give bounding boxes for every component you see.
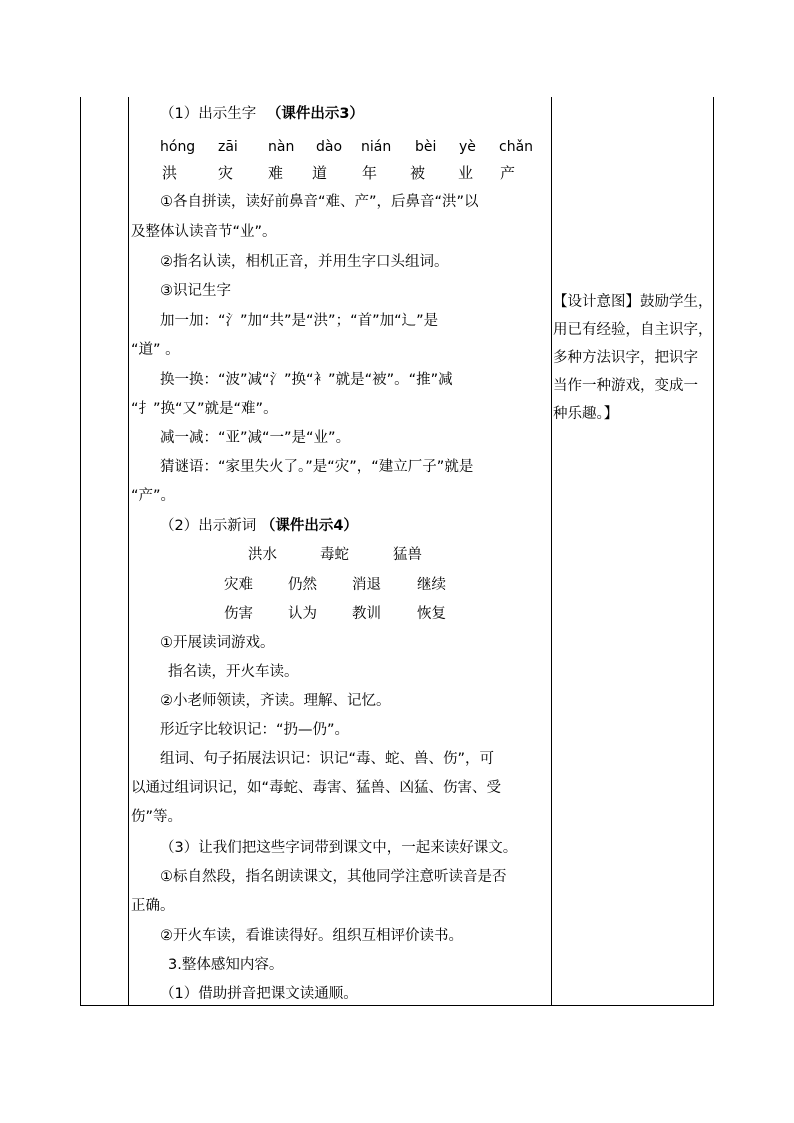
word-item: 毒蛇 bbox=[320, 547, 349, 563]
paragraph-text: ①开展读词游戏。 bbox=[160, 635, 275, 651]
step2-courseware: （课件出示4） bbox=[260, 518, 358, 534]
pinyin-item: hóng bbox=[160, 139, 196, 155]
character-item: 被 bbox=[410, 164, 426, 182]
step1-title: （1）出示生字 bbox=[160, 106, 257, 122]
word-item: 消退 bbox=[352, 577, 381, 593]
pinyin-item: bèi bbox=[415, 139, 437, 155]
pinyin-item: zāi bbox=[218, 139, 238, 155]
paragraph-text: ②指名认读，相机正音，并用生字口头组词。 bbox=[160, 254, 449, 270]
design-intent-line: 种乐趣。】 bbox=[553, 406, 619, 422]
paragraph-text: ①各自拼读，读好前鼻音“难、产”，后鼻音“洪”以 bbox=[160, 194, 479, 210]
paragraph-text: “扌”换“又”就是“难”。 bbox=[131, 401, 278, 417]
character-item: 产 bbox=[500, 164, 516, 182]
table-left-border bbox=[80, 97, 81, 1006]
word-item: 洪水 bbox=[248, 547, 277, 563]
pinyin-item: nián bbox=[361, 139, 392, 155]
paragraph-text: 伤”等。 bbox=[131, 809, 183, 825]
word-item: 伤害 bbox=[224, 606, 253, 622]
character-item: 洪 bbox=[162, 164, 178, 182]
paragraph-text: 及整体认读音节“业”。 bbox=[131, 224, 277, 240]
paragraph-text: ①标自然段，指名朗读课文，其他同学注意听读音是否 bbox=[160, 869, 507, 885]
word-item: 教训 bbox=[352, 606, 381, 622]
paragraph-text: 正确。 bbox=[131, 898, 175, 914]
character-item: 年 bbox=[362, 164, 378, 182]
character-item: 业 bbox=[458, 164, 474, 182]
design-intent-line: 多种方法识字，把识字 bbox=[553, 350, 698, 366]
table-bottom-border bbox=[80, 1005, 714, 1006]
step1-courseware: （课件出示3） bbox=[266, 106, 364, 122]
pinyin-item: dào bbox=[316, 139, 343, 155]
word-item: 认为 bbox=[288, 606, 317, 622]
pinyin-item: chǎn bbox=[499, 139, 534, 155]
paragraph-text: “道” 。 bbox=[131, 342, 180, 358]
step1-heading bbox=[160, 104, 364, 124]
paragraph-text: 形近字比较识记：“扔—仍”。 bbox=[160, 722, 350, 738]
pinyin-item: yè bbox=[459, 139, 476, 155]
design-intent-line: 【设计意图】鼓励学生， bbox=[553, 294, 713, 310]
word-item: 猛兽 bbox=[393, 547, 422, 563]
paragraph-text: 以通过组词识记，如“毒蛇、毒害、猛兽、凶猛、伤害、受 bbox=[131, 780, 502, 796]
character-item: 难 bbox=[268, 164, 284, 182]
table-right-border bbox=[713, 97, 714, 1006]
word-item: 仍然 bbox=[288, 577, 317, 593]
table-col2-border bbox=[551, 97, 552, 1006]
character-item: 道 bbox=[312, 164, 328, 182]
design-intent-line: 用已有经验，自主识字， bbox=[553, 322, 713, 338]
paragraph-text: ③识记生字 bbox=[160, 283, 231, 299]
paragraph-text: 猜谜语：“家里失火了。”是“灾”，“建立厂子”就是 bbox=[160, 459, 474, 475]
design-intent-note bbox=[553, 288, 713, 428]
step2-title: （2）出示新词 bbox=[160, 518, 257, 534]
character-item: 灾 bbox=[218, 164, 234, 182]
paragraph-text: ②小老师领读，齐读。理解、记忆。 bbox=[160, 693, 391, 709]
paragraph-text: （3）让我们把这些字词带到课文中，一起来读好课文。 bbox=[160, 840, 518, 856]
paragraph-text: 3.整体感知内容。 bbox=[168, 957, 284, 973]
pinyin-item: nàn bbox=[268, 139, 295, 155]
paragraph-text: 组词、句子拓展法识记：识记“毒、蛇、兽、伤”，可 bbox=[160, 751, 495, 767]
word-item: 灾难 bbox=[224, 577, 253, 593]
paragraph-text: ②开火车读，看谁读得好。组织互相评价读书。 bbox=[160, 928, 463, 944]
table-col1-border bbox=[128, 97, 129, 1006]
step2-heading bbox=[160, 516, 358, 536]
word-item: 恢复 bbox=[417, 606, 446, 622]
paragraph-text: “产”。 bbox=[131, 488, 176, 504]
word-item: 继续 bbox=[417, 577, 446, 593]
paragraph-text: 换一换：“波”减“氵”换“衤”就是“被”。“推”减 bbox=[160, 372, 453, 388]
character-row bbox=[160, 163, 540, 183]
design-intent-line: 当作一种游戏，变成一 bbox=[553, 378, 698, 394]
paragraph-text: 加一加：“氵”加“共”是“洪”；“首”加“辶”是 bbox=[160, 313, 439, 329]
pinyin-row bbox=[160, 137, 540, 157]
paragraph-text: 减一减：“亚”减“一”是“业”。 bbox=[160, 430, 351, 446]
paragraph-text: 指名读，开火车读。 bbox=[168, 664, 299, 680]
paragraph-text: （1）借助拼音把课文读通顺。 bbox=[160, 986, 358, 1002]
